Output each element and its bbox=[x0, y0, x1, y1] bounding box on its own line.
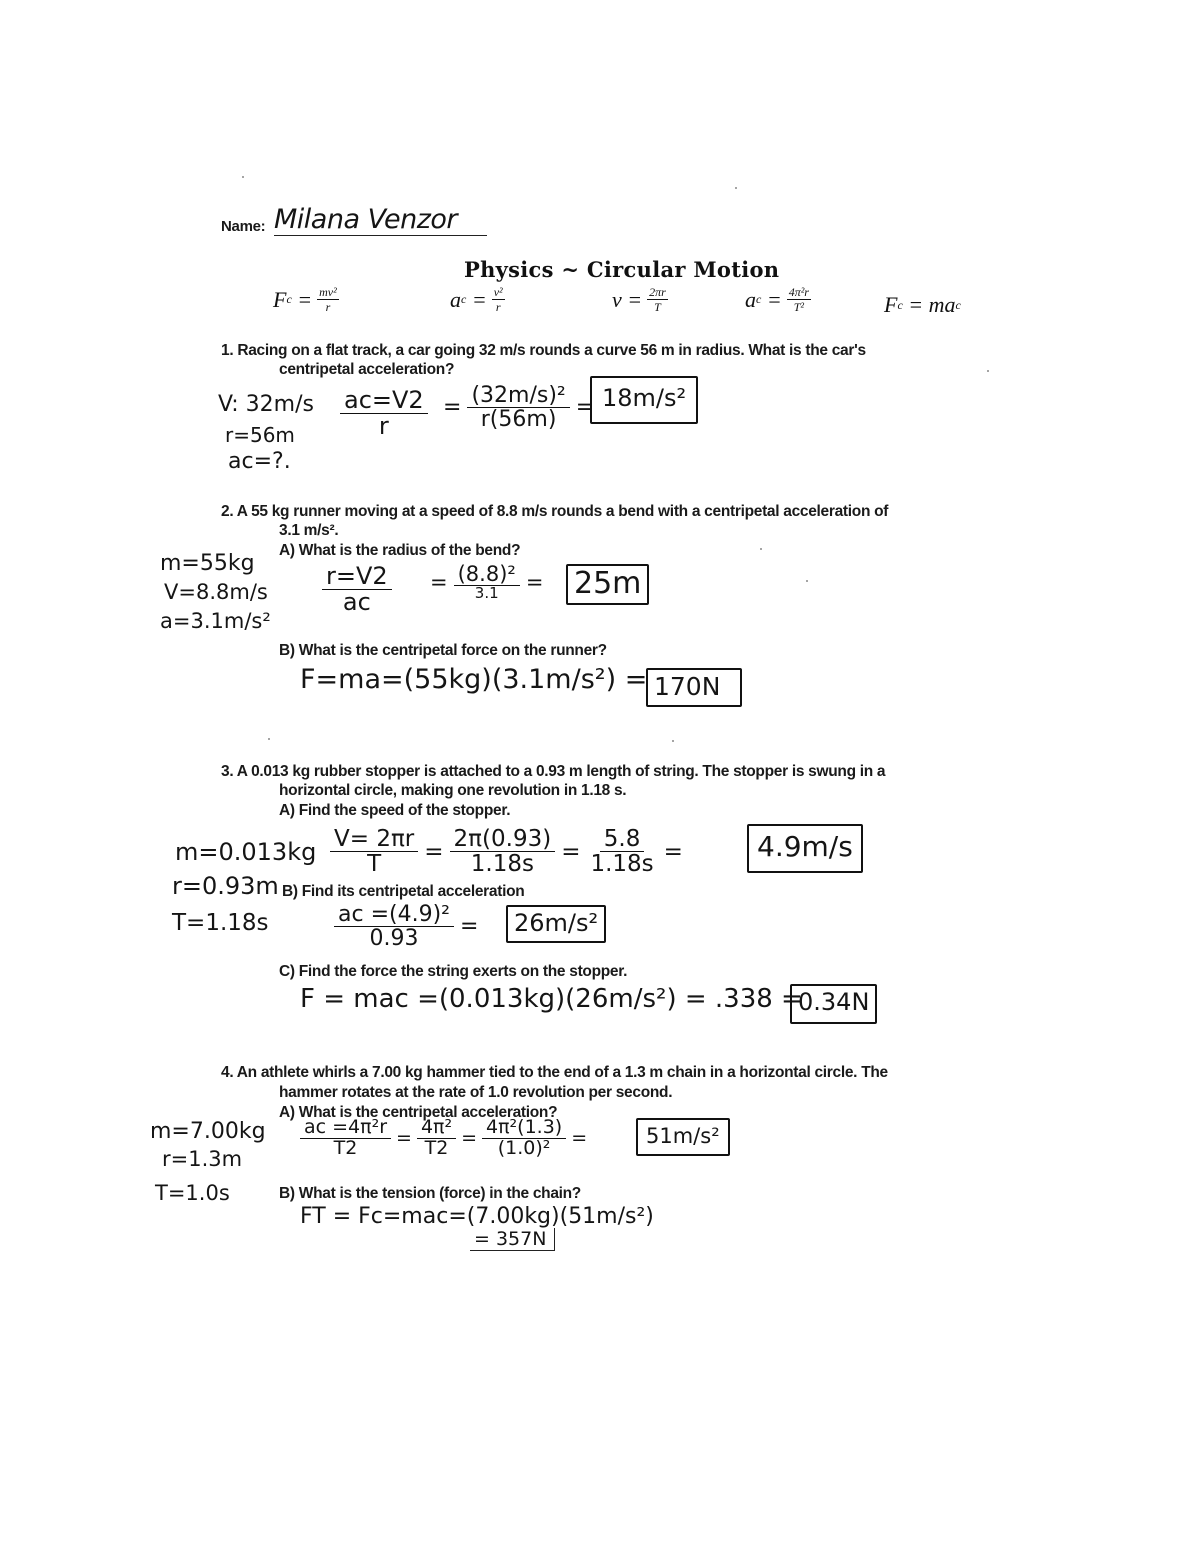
scan-speck bbox=[268, 738, 270, 740]
formula-denominator: T bbox=[654, 300, 661, 314]
q2-a-denominator: 3.1 bbox=[474, 584, 499, 603]
q3-part-b-prompt: B) Find its centripetal acceleration bbox=[282, 883, 525, 900]
q3-part-a-prompt: A) Find the speed of the stopper. bbox=[279, 802, 511, 819]
q1-work-formula bbox=[340, 386, 428, 439]
q2-a-answer-box: 25m bbox=[566, 564, 649, 605]
q3-a-f3-den: 1.18s bbox=[590, 851, 654, 878]
q3-b-work: $\frac{\text{ac =(4.9)²}}{0.93}$ = bbox=[334, 903, 478, 950]
formula-numerator: 2πr bbox=[649, 285, 666, 299]
scan-speck bbox=[242, 176, 244, 178]
formula-numerator: 4π²r bbox=[788, 285, 809, 299]
q3-a-work: $\frac{V= 2\pi r}{T}$ = $\frac{2\pi(0.93)}{1.18s}$ = $\frac{5.8}{1.18s}$ = bbox=[330, 827, 689, 876]
scan-speck bbox=[735, 187, 737, 189]
q1-work-denominator: r(56m) bbox=[480, 407, 557, 433]
q4-a-f2-num: 4π² bbox=[417, 1118, 456, 1139]
q3-text-line2: horizontal circle, making one revolution in 1.18 s. bbox=[279, 782, 627, 799]
q4-part-b-prompt: B) What is the tension (force) in the chain? bbox=[279, 1185, 581, 1202]
q2-b-answer-box: 170N bbox=[646, 668, 742, 707]
q2-a-substitution: = (8.8)² 3.1 = bbox=[430, 562, 544, 603]
q2-a-numerator: (8.8)² bbox=[454, 563, 520, 586]
formula-denominator: r bbox=[495, 300, 501, 314]
q1-text-line1: 1. Racing on a flat track, a car going 32 m/s rounds a curve 56 m in radius. What is the car's bbox=[221, 342, 866, 359]
q4-a-f1-den: T2 bbox=[333, 1136, 358, 1159]
formula-lhs: a bbox=[745, 286, 756, 312]
q1-answer-box: 18m/s² bbox=[590, 376, 698, 424]
q4-a-work: $\frac{\text{ac =4π²r}}{T2}$ = $\frac{\text{4π²}}{T2}$ = $\frac{\text{4π²(1.3)}}{\text{(1.0)²}}$ = bbox=[300, 1118, 587, 1159]
q4-a-f3-num: 4π²(1.3) bbox=[482, 1118, 566, 1139]
q2-text-line1: 2. A 55 kg runner moving at a speed of 8.8 m/s rounds a bend with a centripetal acceleration of bbox=[221, 503, 889, 520]
q4-b-work: FT = Fc=mac=(7.00kg)(51m/s²) bbox=[300, 1204, 654, 1229]
q3-a-f1-den: T bbox=[367, 851, 382, 878]
q2-given-mass: m=55kg bbox=[160, 551, 255, 576]
formula-denominator: T² bbox=[793, 300, 804, 314]
q3-given-mass: m=0.013kg bbox=[175, 838, 317, 866]
q3-given-radius: r=0.93m bbox=[172, 872, 279, 900]
q3-part-c-prompt: C) Find the force the string exerts on the stopper. bbox=[279, 963, 628, 980]
q3-given-period: T=1.18s bbox=[172, 910, 269, 936]
formula-lhs: v bbox=[612, 286, 622, 312]
formula-rhs: ma bbox=[928, 292, 956, 317]
q2-text-line2: 3.1 m/s². bbox=[279, 522, 339, 539]
formula-velocity: v = $\frac{2\pi r}{T}$ bbox=[612, 285, 666, 314]
q3-a-answer-box: 4.9m/s bbox=[747, 824, 863, 873]
q2-a-formula bbox=[322, 562, 392, 615]
formula-sub: c bbox=[286, 292, 292, 306]
q1-given-unknown: ac=?. bbox=[228, 449, 291, 474]
formula-lhs: F bbox=[273, 286, 287, 312]
formula-lhs: a bbox=[450, 286, 461, 312]
formula-lhs: F bbox=[884, 292, 898, 317]
q2-given-velocity: V=8.8m/s bbox=[164, 580, 268, 604]
q3-a-f2-den: 1.18s bbox=[470, 851, 534, 878]
q1-work-numerator: (32m/s)² bbox=[467, 384, 569, 408]
formula-sub: c bbox=[897, 297, 903, 312]
scan-speck bbox=[672, 740, 674, 742]
formula-rhs-sub: c bbox=[955, 297, 961, 312]
q4-a-f1-num: ac =4π²r bbox=[300, 1118, 391, 1139]
formula-centripetal-acceleration: a c = $\frac{\text{v²}}{r}$ bbox=[450, 285, 503, 314]
q2-a-formula-den: ac bbox=[342, 588, 371, 617]
q3-b-denominator: 0.93 bbox=[369, 926, 419, 952]
q2-b-work: F=ma=(55kg)(3.1m/s²) = bbox=[300, 664, 648, 695]
formula-centripetal-force: F c = $\frac{\text{mv²}}{r}$ bbox=[273, 285, 337, 314]
q1-work-formula-den: r bbox=[378, 412, 389, 441]
formula-numerator: mv² bbox=[319, 285, 337, 299]
formula-numerator: v² bbox=[493, 285, 503, 299]
q2-part-a-prompt: A) What is the radius of the bend? bbox=[279, 542, 521, 559]
q2-part-b-prompt: B) What is the centripetal force on the runner? bbox=[279, 642, 607, 659]
q3-a-f1-num: V= 2πr bbox=[330, 827, 418, 852]
scan-speck bbox=[760, 548, 762, 550]
q4-a-f3-den: (1.0)² bbox=[497, 1136, 551, 1159]
q1-text-line2: centripetal acceleration? bbox=[279, 361, 455, 378]
q3-c-answer-box: 0.34N bbox=[790, 984, 877, 1024]
q4-text-line2: hammer rotates at the rate of 1.0 revolution per second. bbox=[279, 1084, 673, 1101]
q4-b-answer: = 357N bbox=[470, 1228, 555, 1251]
formula-acceleration-period: a c = $\frac{\text{4π²r}}{\text{T²}}$ bbox=[745, 285, 809, 314]
q4-given-radius: r=1.3m bbox=[162, 1147, 243, 1171]
q3-a-f3-num: 5.8 bbox=[600, 827, 645, 852]
q4-a-answer-box: 51m/s² bbox=[636, 1118, 730, 1156]
scan-speck bbox=[806, 580, 808, 582]
q3-text-line1: 3. A 0.013 kg rubber stopper is attached to a 0.93 m length of string. The stopper is swung in a bbox=[221, 763, 886, 780]
formula-newton-second-law: F c = ma c bbox=[884, 292, 961, 317]
q3-c-work: F = mac =(0.013kg)(26m/s²) = .338 = bbox=[300, 984, 803, 1014]
formula-denominator: r bbox=[325, 300, 331, 314]
q1-given-velocity: V: 32m/s bbox=[218, 392, 314, 417]
q2-given-acceleration: a=3.1m/s² bbox=[160, 609, 271, 633]
q1-work-formula-num: ac=V2 bbox=[340, 388, 428, 414]
q4-part-a-prompt: A) What is the centripetal acceleration? bbox=[279, 1104, 558, 1121]
formula-sub: c bbox=[756, 292, 762, 306]
q4-a-f2-den: T2 bbox=[424, 1136, 449, 1159]
name-label: Name: bbox=[221, 218, 266, 235]
page-title: Physics ~ Circular Motion bbox=[464, 257, 780, 282]
q4-text-line1: 4. An athlete whirls a 7.00 kg hammer tied to the end of a 1.3 m chain in a horizontal circle. The bbox=[221, 1064, 888, 1081]
formula-sub: c bbox=[461, 292, 467, 306]
q3-b-answer-box: 26m/s² bbox=[506, 905, 606, 943]
q3-b-numerator: ac =(4.9)² bbox=[334, 903, 454, 927]
student-name: Milana Venzor bbox=[274, 204, 487, 236]
scan-speck bbox=[987, 370, 989, 372]
q4-given-period: T=1.0s bbox=[155, 1181, 230, 1205]
q2-a-formula-num: r=V2 bbox=[322, 564, 392, 590]
q4-given-mass: m=7.00kg bbox=[150, 1119, 266, 1144]
q3-a-f2-num: 2π(0.93) bbox=[450, 827, 556, 852]
q1-work-substitution: = $\frac{\text{(32m/s)²}}{r(56m)}$ = bbox=[443, 383, 595, 433]
q1-given-radius: r=56m bbox=[225, 423, 295, 447]
